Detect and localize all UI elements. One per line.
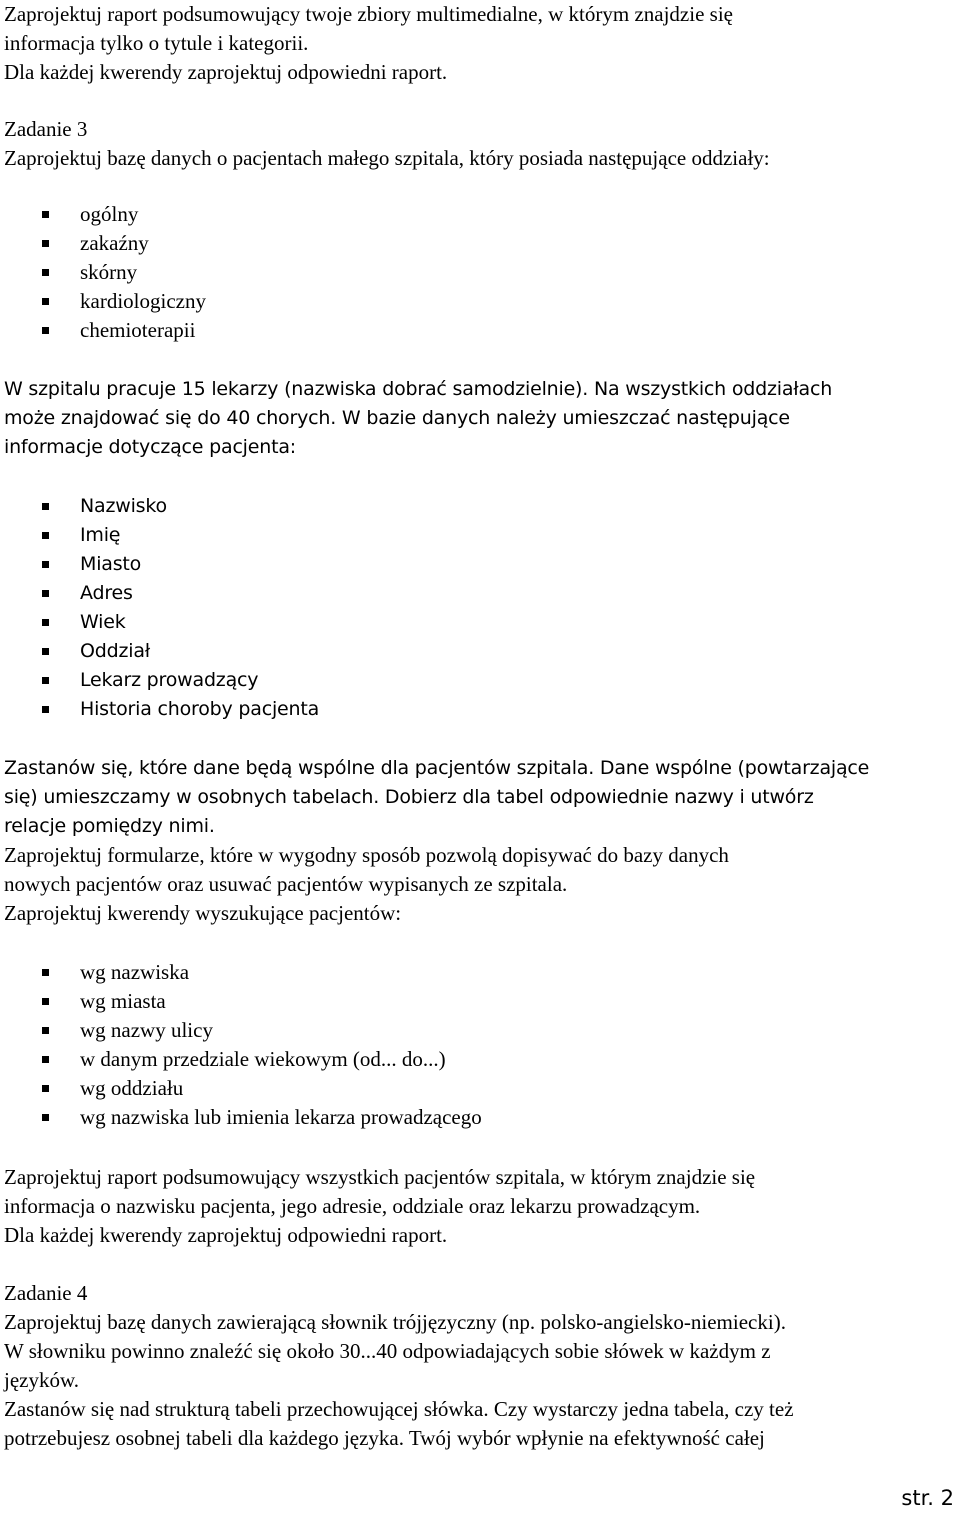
bullet-icon xyxy=(42,298,49,305)
list-item: Adres xyxy=(80,582,133,604)
bullet-icon xyxy=(42,998,49,1005)
bullet-icon xyxy=(42,240,49,247)
list-item: Imię xyxy=(80,524,121,546)
task4-heading: Zadanie 4 xyxy=(4,1281,88,1305)
list-item: Oddział xyxy=(80,640,150,662)
paragraph-line: Zaprojektuj kwerendy wyszukujące pacjentów: xyxy=(4,901,402,925)
list-item: skórny xyxy=(80,260,138,284)
bullet-icon xyxy=(42,327,49,334)
bullet-icon xyxy=(42,211,49,218)
paragraph-line: potrzebujesz osobnej tabeli dla każdego języka. Twój wybór wpłynie na efektywność całej xyxy=(4,1426,765,1450)
paragraph-line: może znajdować się do 40 chorych. W bazie danych należy umieszczać następujące xyxy=(4,407,790,429)
bullet-icon xyxy=(42,590,49,597)
list-item: wg oddziału xyxy=(80,1076,184,1100)
bullet-icon xyxy=(42,269,49,276)
paragraph-line: Dla każdej kwerendy zaprojektuj odpowiedni raport. xyxy=(4,1223,448,1247)
list-item: kardiologiczny xyxy=(80,289,206,313)
bullet-icon xyxy=(42,1027,49,1034)
bullet-icon xyxy=(42,648,49,655)
list-item: wg nazwiska lub imienia lekarza prowadzącego xyxy=(80,1105,482,1129)
list-item: Miasto xyxy=(80,553,142,575)
paragraph-line: Zaprojektuj raport podsumowujący wszystkich pacjentów szpitala, w którym znajdzie się xyxy=(4,1165,756,1189)
list-item: ogólny xyxy=(80,202,139,226)
list-item: wg nazwy ulicy xyxy=(80,1018,213,1042)
list-item: Historia choroby pacjenta xyxy=(80,698,320,720)
list-item: Lekarz prowadzący xyxy=(80,669,259,691)
list-item: chemioterapii xyxy=(80,318,196,342)
bullet-icon xyxy=(42,969,49,976)
list-item: Nazwisko xyxy=(80,495,167,517)
paragraph-line: języków. xyxy=(4,1368,80,1392)
list-item: wg miasta xyxy=(80,989,166,1013)
paragraph-line: nowych pacjentów oraz usuwać pacjentów wypisanych ze szpitala. xyxy=(4,872,568,896)
list-item: wg nazwiska xyxy=(80,960,190,984)
bullet-icon xyxy=(42,706,49,713)
bullet-icon xyxy=(42,1085,49,1092)
bullet-icon xyxy=(42,503,49,510)
task3-intro: Zaprojektuj bazę danych o pacjentach małego szpitala, który posiada następujące oddziały: xyxy=(4,146,770,170)
paragraph-line: Zastanów się, które dane będą wspólne dla pacjentów szpitala. Dane wspólne (powtarzające xyxy=(4,757,870,779)
paragraph-line: informacja o nazwisku pacjenta, jego adresie, oddziale oraz lekarzu prowadzącym. xyxy=(4,1194,701,1218)
page-number: str. 2 xyxy=(901,1486,954,1510)
bullet-icon xyxy=(42,532,49,539)
list-item: w danym przedziale wiekowym (od... do...) xyxy=(80,1047,446,1071)
paragraph-line: się) umieszczamy w osobnych tabelach. Dobierz dla tabel odpowiednie nazwy i utwórz xyxy=(4,786,814,808)
paragraph-line: informacje dotyczące pacjenta: xyxy=(4,436,296,458)
task3-heading: Zadanie 3 xyxy=(4,117,88,141)
paragraph-line: W szpitalu pracuje 15 lekarzy (nazwiska dobrać samodzielnie). Na wszystkich oddziałach xyxy=(4,378,833,400)
bullet-icon xyxy=(42,1056,49,1063)
bullet-icon xyxy=(42,1114,49,1121)
list-item: Wiek xyxy=(80,611,126,633)
paragraph-line: Zaprojektuj bazę danych zawierającą słownik trójjęzyczny (np. polsko-angielsko-niemiecki). xyxy=(4,1310,786,1334)
bullet-icon xyxy=(42,561,49,568)
paragraph-line: relacje pomiędzy nimi. xyxy=(4,815,215,837)
paragraph-line: Zaprojektuj raport podsumowujący twoje zbiory multimedialne, w którym znajdzie się xyxy=(4,2,733,26)
paragraph-line: Zaprojektuj formularze, które w wygodny sposób pozwolą dopisywać do bazy danych xyxy=(4,843,729,867)
bullet-icon xyxy=(42,619,49,626)
paragraph-line: Dla każdej kwerendy zaprojektuj odpowiedni raport. xyxy=(4,60,448,84)
paragraph-line: W słowniku powinno znaleźć się około 30...40 odpowiadających sobie słówek w każdym z xyxy=(4,1339,771,1363)
paragraph-line: Zastanów się nad strukturą tabeli przechowującej słówka. Czy wystarczy jedna tabela, czy też xyxy=(4,1397,794,1421)
list-item: zakaźny xyxy=(80,231,149,255)
bullet-icon xyxy=(42,677,49,684)
paragraph-line: informacja tylko o tytule i kategorii. xyxy=(4,31,309,55)
